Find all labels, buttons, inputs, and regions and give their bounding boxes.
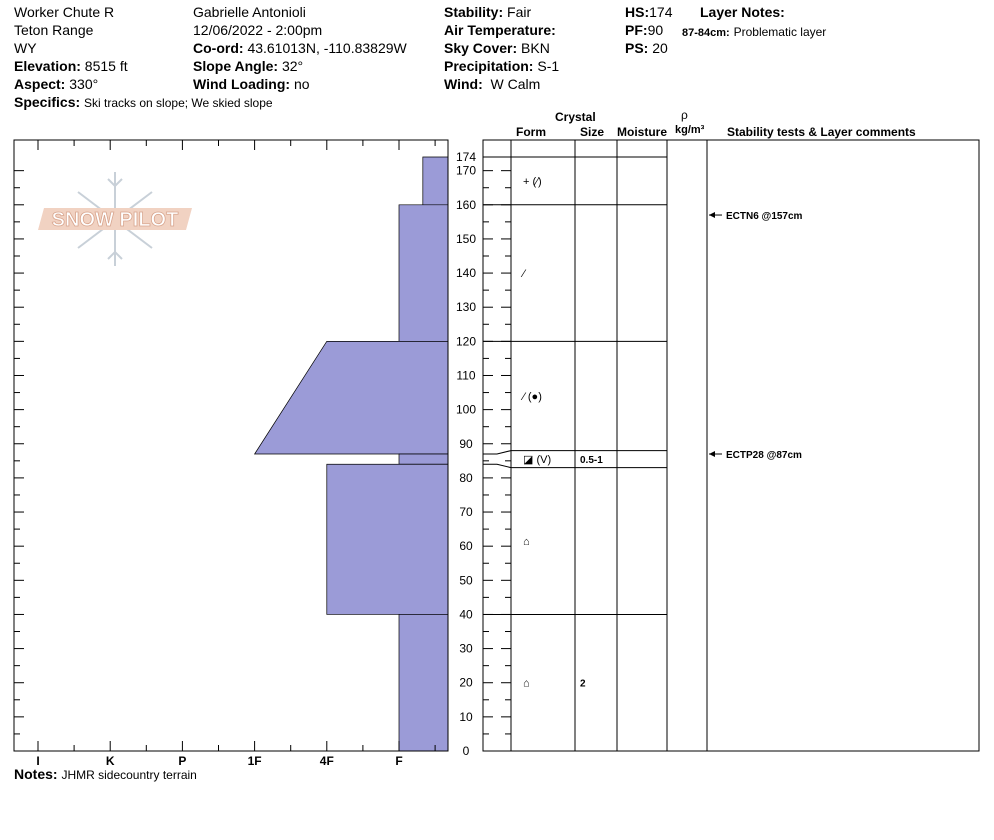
height-label-150: 150 — [455, 231, 477, 246]
col-form: Form — [516, 125, 546, 139]
slope-value: 32° — [281, 58, 304, 74]
height-label-90: 90 — [459, 436, 473, 451]
slope-label: Slope Angle: — [193, 58, 279, 74]
height-label-140: 140 — [455, 266, 477, 281]
layer-size-5: 2 — [580, 678, 586, 690]
layer-form-5: ⌂ — [523, 677, 530, 690]
height-label-top: 174 — [455, 150, 477, 164]
aspect-value: 330° — [69, 76, 99, 92]
height-label-0: 0 — [462, 744, 470, 758]
precip-label: Precipitation: — [444, 58, 534, 74]
stability-test-0: ECTN6 @157cm — [726, 211, 803, 223]
wind-value: W Calm — [490, 76, 541, 92]
stability-arrowhead-1 — [709, 451, 715, 457]
hardness-label-I: I — [36, 754, 40, 768]
precip-value: S-1 — [537, 58, 560, 74]
hardness-label-4F: 4F — [319, 754, 334, 768]
height-label-20: 20 — [459, 675, 473, 690]
hardness-label-P: P — [178, 754, 187, 768]
height-label-160: 160 — [455, 197, 477, 212]
wind-loading-label: Wind Loading: — [193, 76, 291, 92]
notes-label: Notes: — [14, 766, 58, 782]
boundary-connector — [483, 451, 511, 454]
aspect-label: Aspect: — [14, 76, 66, 92]
layer-note-text: Problematic layer — [733, 25, 827, 39]
logo-text: SNOW PILOT — [51, 209, 179, 231]
stability-arrowhead-0 — [709, 212, 715, 218]
layer-size-3: 0.5-1 — [580, 455, 603, 467]
hardness-label-K: K — [105, 754, 115, 768]
hardness-label-F: F — [395, 754, 403, 768]
elevation-value: 8515 ft — [84, 58, 128, 74]
layer-form-1: ⁄ — [523, 268, 525, 281]
layer-table-frame — [483, 140, 979, 751]
observer-name: Gabrielle Antonioli — [193, 4, 306, 20]
elevation-label: Elevation: — [14, 58, 81, 74]
height-label-110: 110 — [456, 368, 476, 383]
height-label-30: 30 — [459, 641, 473, 656]
hardness-bar-5 — [399, 614, 448, 751]
hardness-label-1F: 1F — [247, 754, 262, 768]
hardness-profile — [255, 157, 448, 751]
hardness-bar-0 — [423, 157, 448, 205]
location-name: Worker Chute R — [14, 4, 115, 20]
coord-value: 43.61013N, -110.83829W — [247, 40, 407, 56]
stability-test-1: ECTP28 @87cm — [726, 450, 802, 461]
col-density-unit: kg/m³ — [675, 124, 705, 136]
height-label-10: 10 — [459, 709, 473, 724]
hardness-bar-4 — [327, 464, 448, 614]
col-stability: Stability tests & Layer comments — [727, 125, 916, 139]
ps-value: 20 — [652, 40, 668, 56]
range-name: Teton Range — [14, 22, 94, 38]
sky-label: Sky Cover: — [444, 40, 518, 56]
wind-label: Wind: — [444, 76, 483, 92]
layer-form-2: ⁄ (●) — [523, 390, 542, 403]
layer-form-3: ◪ (V) — [523, 454, 552, 467]
boundary-connector — [483, 464, 511, 467]
wind-loading-value: no — [293, 76, 310, 92]
pf-label: PF: — [625, 22, 648, 38]
state-name: WY — [14, 40, 37, 56]
hs-label: HS: — [625, 4, 650, 20]
stability-label: Stability: — [444, 4, 504, 20]
height-label-170: 170 — [455, 163, 477, 178]
col-size: Size — [580, 125, 605, 139]
stability-tests — [709, 211, 803, 461]
height-label-100: 100 — [455, 402, 477, 417]
hardness-bar-3 — [399, 454, 448, 464]
specifics-value: Ski tracks on slope; We skied slope — [84, 96, 273, 110]
datetime: 12/06/2022 - 2:00pm — [193, 22, 323, 38]
layer-notes-label: Layer Notes: — [700, 4, 785, 20]
height-label-120: 120 — [455, 334, 477, 349]
stability-value: Fair — [507, 4, 532, 20]
height-label-130: 130 — [455, 300, 477, 315]
hs-value: 174 — [649, 4, 673, 20]
height-label-40: 40 — [459, 607, 473, 622]
coord-label: Co-ord: — [193, 40, 244, 56]
height-label-50: 50 — [459, 573, 473, 588]
layer-form-0: + (⁄) — [523, 175, 542, 188]
col-rho: ρ — [681, 108, 688, 122]
layer-form-4: ⌂ — [523, 536, 530, 549]
layer-note-range: 87-84cm: — [682, 27, 730, 39]
air-temp-label: Air Temperature: — [444, 22, 556, 38]
height-label-80: 80 — [459, 470, 473, 485]
height-label-60: 60 — [459, 539, 473, 554]
notes-value: JHMR sidecountry terrain — [61, 768, 197, 782]
hardness-bar-1 — [399, 205, 448, 342]
col-moisture: Moisture — [617, 125, 668, 139]
hardness-bar-2 — [255, 341, 448, 454]
sky-value: BKN — [521, 40, 550, 56]
col-crystal: Crystal — [555, 110, 596, 124]
pf-value: 90 — [647, 22, 664, 38]
specifics-label: Specifics: — [14, 94, 81, 110]
height-label-70: 70 — [459, 505, 473, 520]
ps-label: PS: — [625, 40, 649, 56]
